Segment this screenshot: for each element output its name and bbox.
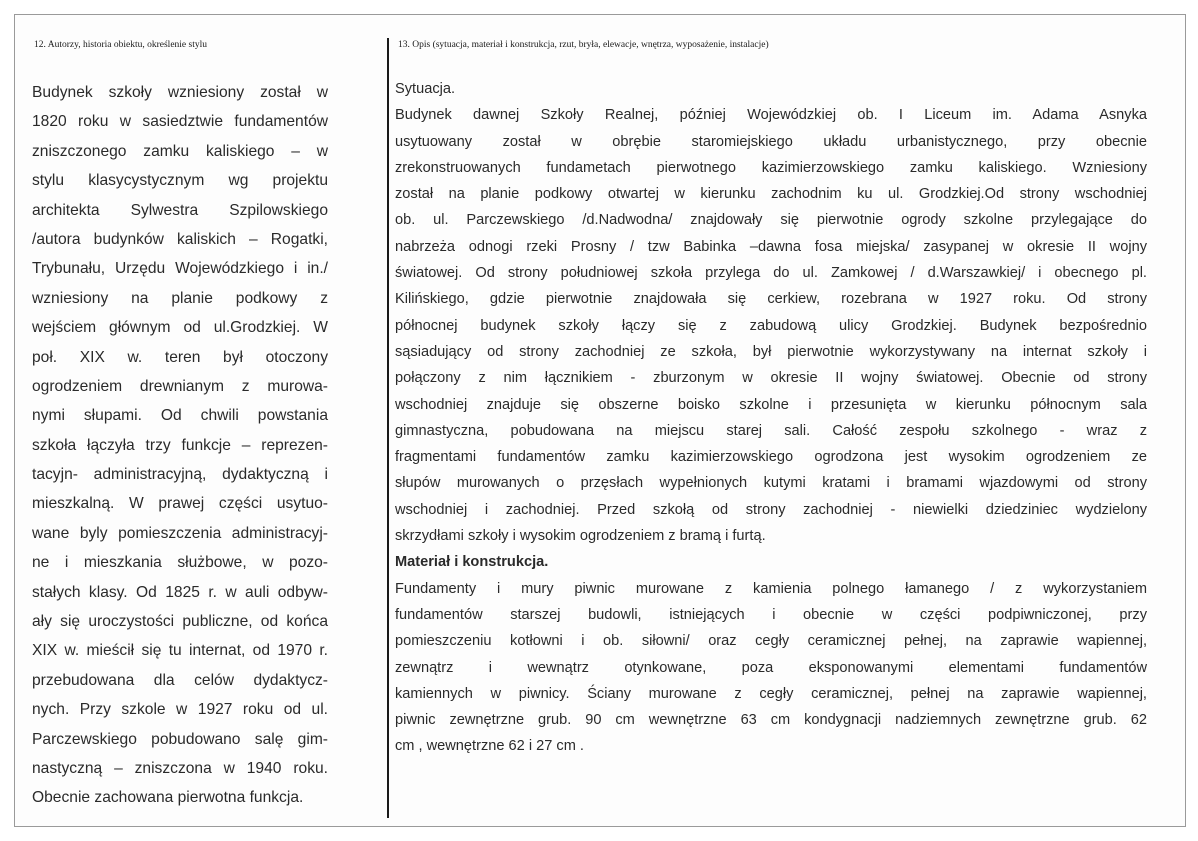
text-line: fundamentów starszej budowli, istniejących i obecnie w części podpiwniczonej, przy — [395, 606, 1147, 623]
text-line: zrekonstruowanych fundametach pierwotnego kazimierzowskiego zamku kaliskiego. Wzniesiony — [395, 159, 1147, 176]
column-divider — [387, 38, 389, 818]
text-line: wejściem głównym od ul.Grodzkiej. W — [32, 319, 328, 337]
text-line: przebudowana dla celów dydaktycz- — [32, 671, 328, 689]
text-line: architekta Sylwestra Szpilowskiego — [32, 201, 328, 219]
section-header-description: 13. Opis (sytuacja, materiał i konstrukcja, rzut, bryła, elewacje, wnętrza, wyposażenie, instalacje) — [398, 40, 769, 50]
text-line: słupów murowanych o przęsłach wypełnionych kutymi kratami i bramami wjazdowymi od strony — [395, 475, 1147, 492]
text-line: ne i mieszkania służbowe, w pozo- — [32, 554, 328, 572]
text-line: Kilińskiego, gdzie pierwotnie znajdowała się cerkiew, rozebrana w 1927 roku. Od strony — [395, 291, 1147, 308]
text-line: szkoła łączyła trzy funkcje – reprezen- — [32, 436, 328, 454]
text-line: nych. Przy szkole w 1927 roku od ul. — [32, 701, 328, 719]
material-text — [395, 576, 1147, 760]
text-line: piwnic zewnętrzne grub. 90 cm wewnętrzne 63 cm kondygnacji nadziemnych zewnętrzne grub. 62 — [395, 712, 1147, 729]
text-line: nabrzeża odnogi rzeki Prosny / tzw Babinka –dawna fosa miejska/ zasypanej w okresie II wojny — [395, 238, 1147, 255]
text-line: zewnątrz i wewnątrz otynkowane, poza eksponowanymi elementami fundamentów — [395, 659, 1147, 676]
text-line: został na planie podkowy otwartej w kierunku zachodnim ku ul. Grodzkiej.Od strony wschodniej — [395, 186, 1147, 203]
situacja-heading: Sytuacja. — [395, 81, 456, 97]
text-line: wschodniej znajduje się obszerne boisko szkolne i przesunięta w kierunku północnym sala — [395, 396, 1147, 413]
text-line: tacyjn- administracyjną, dydaktyczną i — [32, 466, 328, 484]
text-line: Budynek szkoły wzniesiony został w — [32, 84, 328, 101]
text-line: zniszczonego zamku kaliskiego – w — [32, 142, 328, 160]
text-line: wschodniej i zachodniej. Przed szkołą od strony zachodniej - niewielki dziedziniec wydzielony — [395, 501, 1147, 518]
material-heading: Materiał i konstrukcja. — [395, 554, 549, 571]
text-line: skrzydłami szkoły i wysokim ogrodzeniem z bramą i furtą. — [395, 528, 766, 545]
text-line: północnej budynek szkoły łączy się z zabudową ulicy Grodzkiej. Budynek bezpośrednio — [395, 317, 1147, 334]
text-line: /autora budynków kaliskich – Rogatki, — [32, 230, 328, 248]
text-line: światowej. Od strony południowej szkoła przylega do ul. Zamkowej / d.Warszawkiej/ i obecnego pl. — [395, 265, 1147, 282]
section-header-history: 12. Autorzy, historia obiektu, określenie stylu — [34, 40, 207, 50]
text-line: sąsiadujący od strony zachodniej ze szkoła, był pierwotnie wykorzystywany na internat szkoły i — [395, 343, 1147, 360]
text-line: stylu klasycystycznym wg projektu — [32, 172, 328, 190]
text-line: 1820 roku w sasiedztwie fundamentów — [32, 113, 328, 131]
text-line: Fundamenty i mury piwnic murowane z kamienia polnego łamanego / z wykorzystaniem — [395, 580, 1147, 597]
text-line: Trybunału, Urzędu Wojewódzkiego i in./ — [32, 260, 328, 278]
text-line: mieszkalną. W prawej części usytuo- — [32, 495, 328, 513]
text-line: usytuowany został w obrębie staromiejskiego układu urbanistycznego, przy obecnie — [395, 133, 1147, 150]
text-line: gimnastyczna, pobudowana na miejscu starej sali. Całość zespołu szkolnego - wraz z — [395, 422, 1147, 439]
text-line: kamiennych w piwnicy. Ściany murowane z cegły ceramicznej, pełnej na zaprawie wapiennej, — [395, 685, 1147, 702]
text-line: wane byly pomieszczenia administracyj- — [32, 524, 328, 542]
text-line: fragmentami fundamentów zamku kazimierzowskiego ogrodzona jest wysokim ogrodzeniem ze — [395, 449, 1147, 466]
text-line: nastyczną – zniszczona w 1940 roku. — [32, 759, 328, 777]
text-line: Budynek dawnej Szkoły Realnej, później Wojewódzkiej ob. I Liceum im. Adama Asnyka — [395, 107, 1147, 124]
situacja-text — [395, 102, 1147, 549]
text-line: poł. XIX w. teren był otoczony — [32, 348, 328, 366]
text-line: połączony z nim łącznikiem - zburzonym w okresie II wojny światowej. Obecnie od strony — [395, 370, 1147, 387]
text-line: pomieszczeniu kotłowni i ob. siłowni/ oraz cegły ceramicznej pełnej, na zaprawie wapiennej, — [395, 633, 1147, 650]
text-line: wzniesiony na planie podkowy z — [32, 289, 328, 307]
text-line: ob. ul. Parczewskiego /d.Nadwodna/ znajdowały się pierwotnie ogrody szkolne przylegające do — [395, 212, 1147, 229]
text-line: Parczewskiego pobudowano salę gim- — [32, 730, 328, 748]
text-line: cm , wewnętrzne 62 i 27 cm . — [395, 738, 584, 755]
history-text-column — [32, 78, 328, 813]
text-line: XIX w. mieścił się tu internat, od 1970 r. — [32, 642, 328, 660]
text-line: Obecnie zachowana pierwotna funkcja. — [32, 789, 304, 807]
text-line: ały się uroczystości publiczne, od końca — [32, 613, 328, 631]
text-line: nymi słupami. Od chwili powstania — [32, 407, 328, 425]
description-text-column — [395, 76, 1147, 760]
text-line: ogrodzeniem drewnianym z murowa- — [32, 377, 328, 395]
text-line: stałych klasy. Od 1825 r. w auli odbyw- — [32, 583, 328, 601]
